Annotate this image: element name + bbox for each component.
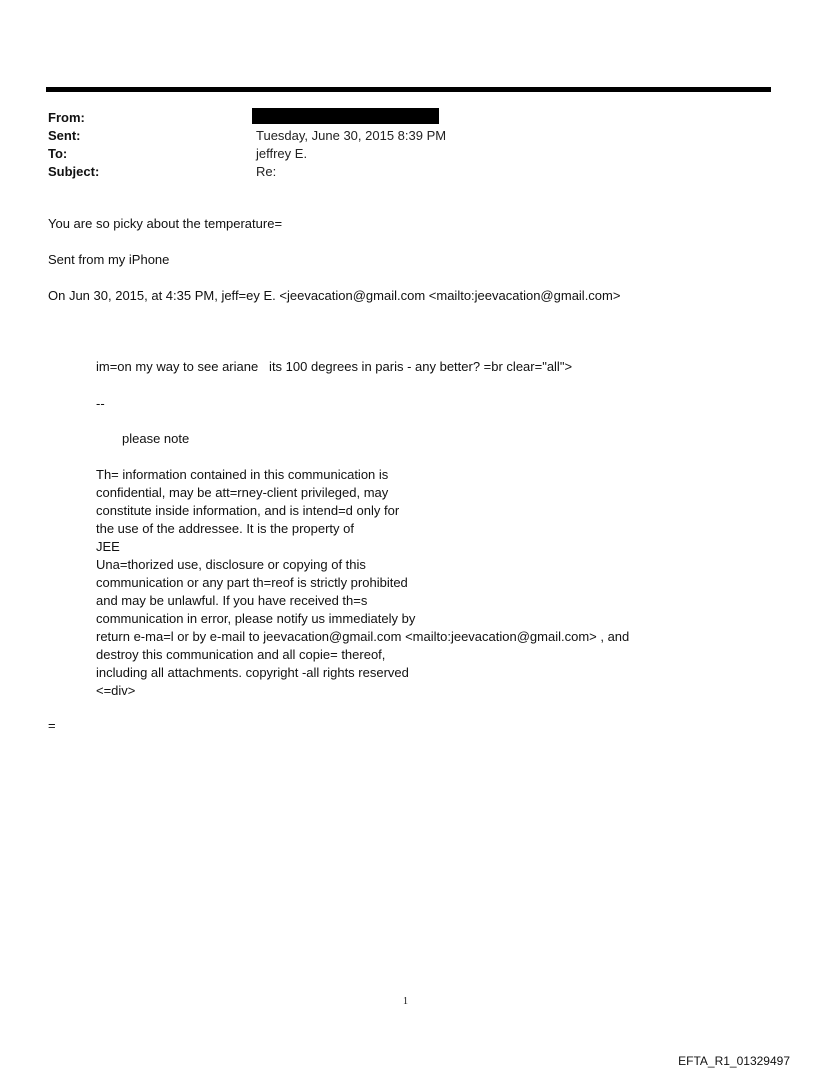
notice-line: return e-ma=l or by e-mail to jeevacation@gmail.com <mailto:jeevacation@gmail.com> , and xyxy=(96,629,630,644)
to-value: jeffrey E. xyxy=(256,146,308,161)
sent-value: Tuesday, June 30, 2015 8:39 PM xyxy=(256,128,447,143)
to-row xyxy=(48,145,728,163)
message-line: You are so picky about the temperature= xyxy=(48,216,283,231)
redacted-sender xyxy=(252,108,439,124)
quoted-separator: -- xyxy=(96,396,105,411)
notice-line: <=div> xyxy=(96,683,136,698)
notice-line: including all attachments. copyright -all rights reserved xyxy=(96,665,409,680)
notice-line: destroy this communication and all copie= thereof, xyxy=(96,647,386,662)
quoted-message: im=on my way to see ariane its 100 degrees in paris - any better? =br clear="all"> xyxy=(96,359,573,374)
header-rule xyxy=(46,87,771,92)
notice-line: Th= information contained in this communication is xyxy=(96,467,389,482)
notice-line: communication or any part th=reof is strictly prohibited xyxy=(96,575,408,590)
document-id: EFTA_R1_01329497 xyxy=(678,1054,790,1068)
notice-line: and may be unlawful. If you have received th=s xyxy=(96,593,368,608)
notice-line: the use of the addressee. It is the property of xyxy=(96,521,354,536)
notice-line: communication in error, please notify us immediately by xyxy=(96,611,416,626)
quote-attribution: On Jun 30, 2015, at 4:35 PM, jeff=ey E. <jeevacation@gmail.com <mailto:jeevacation@gmail.com> xyxy=(48,288,621,303)
subject-row xyxy=(48,163,728,181)
from-row xyxy=(48,109,728,127)
from-label: From: xyxy=(48,110,85,125)
please-note-heading: please note xyxy=(122,431,190,446)
to-label: To: xyxy=(48,146,68,161)
subject-label: Subject: xyxy=(48,164,100,179)
notice-line: JEE xyxy=(96,539,120,554)
confidentiality-notice xyxy=(96,466,629,700)
notice-line: confidential, may be att=rney-client privileged, may xyxy=(96,485,389,500)
notice-line: Una=thorized use, disclosure or copying of this xyxy=(96,557,366,572)
sent-row xyxy=(48,127,728,145)
page-number: 1 xyxy=(403,996,408,1007)
notice-line: constitute inside information, and is intend=d only for xyxy=(96,503,400,518)
sent-label: Sent: xyxy=(48,128,81,143)
signature-line: Sent from my iPhone xyxy=(48,252,170,267)
subject-value: Re: xyxy=(256,164,277,179)
email-header xyxy=(48,109,728,181)
trailer-mark: = xyxy=(48,718,56,733)
